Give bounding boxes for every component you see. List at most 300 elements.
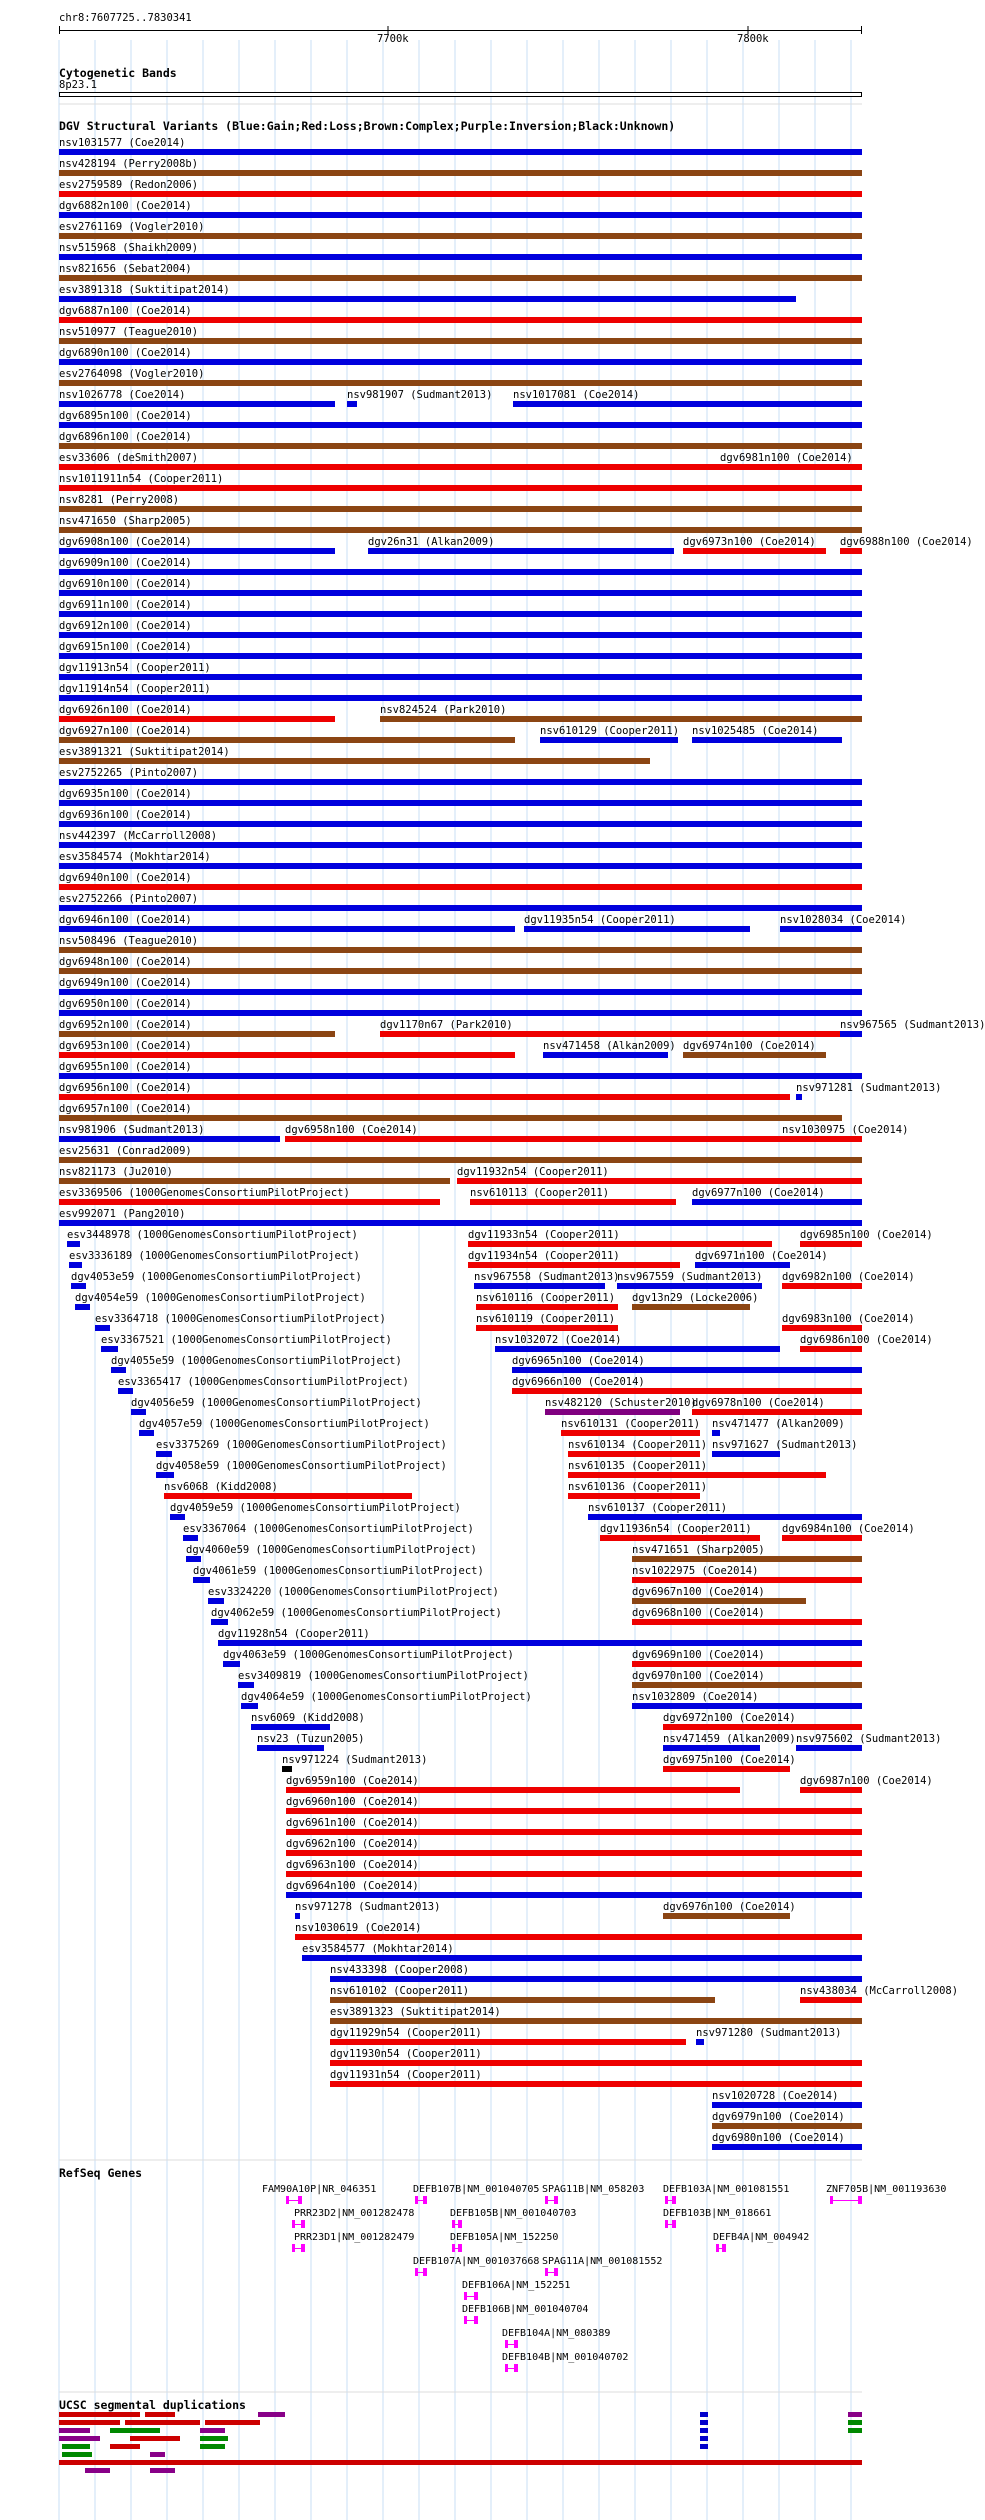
dgv-feature-label: esv2752266 (Pinto2007) bbox=[59, 893, 199, 905]
dgv-feature-bar[interactable] bbox=[561, 1430, 700, 1436]
dgv-feature-bar[interactable] bbox=[712, 1451, 780, 1457]
segdup-feature-bar[interactable] bbox=[62, 2444, 90, 2449]
segdup-feature-bar[interactable] bbox=[205, 2420, 260, 2425]
dgv-feature-bar[interactable] bbox=[692, 1409, 862, 1415]
dgv-feature-label: nsv967565 (Sudmant2013) bbox=[840, 1019, 985, 1031]
dgv-feature-bar[interactable] bbox=[59, 1136, 280, 1142]
dgv-feature-bar[interactable] bbox=[712, 2123, 862, 2129]
dgv-feature-bar[interactable] bbox=[800, 1346, 862, 1352]
dgv-feature-bar[interactable] bbox=[59, 653, 862, 659]
dgv-feature-bar[interactable] bbox=[59, 422, 862, 428]
dgv-feature-bar[interactable] bbox=[712, 2102, 862, 2108]
dgv-feature-bar[interactable] bbox=[512, 1388, 862, 1394]
dgv-feature-bar[interactable] bbox=[59, 1178, 450, 1184]
dgv-feature-bar[interactable] bbox=[59, 779, 862, 785]
dgv-feature-bar[interactable] bbox=[457, 1178, 862, 1184]
dgv-feature-bar[interactable] bbox=[476, 1304, 618, 1310]
dgv-feature-bar[interactable] bbox=[782, 1283, 862, 1289]
dgv-feature-label: dgv6987n100 (Coe2014) bbox=[800, 1775, 933, 1787]
refseq-gene-exon[interactable] bbox=[415, 2268, 418, 2276]
dgv-feature-bar[interactable] bbox=[468, 1262, 680, 1268]
dgv-feature-bar[interactable] bbox=[617, 1283, 762, 1289]
dgv-feature-bar[interactable] bbox=[75, 1304, 90, 1310]
refseq-gene-label: DEFB107B|NM_001040705 bbox=[413, 2184, 540, 2195]
cytoband-label: 8p23.1 bbox=[59, 79, 97, 91]
dgv-feature-bar[interactable] bbox=[568, 1493, 700, 1499]
dgv-feature-bar[interactable] bbox=[330, 2081, 862, 2087]
dgv-feature-label: nsv1025485 (Coe2014) bbox=[692, 725, 819, 737]
dgv-feature-label: dgv11929n54 (Cooper2011) bbox=[330, 2027, 482, 2039]
dgv-feature-bar[interactable] bbox=[692, 737, 842, 743]
dgv-feature-bar[interactable] bbox=[59, 800, 862, 806]
refseq-gene-label: DEFB104A|NM_080389 bbox=[502, 2328, 611, 2339]
refseq-gene-exon[interactable] bbox=[474, 2292, 478, 2300]
dgv-feature-label: dgv11934n54 (Cooper2011) bbox=[468, 1250, 620, 1262]
dgv-feature-label: dgv11933n54 (Cooper2011) bbox=[468, 1229, 620, 1241]
dgv-feature-label: dgv6912n100 (Coe2014) bbox=[59, 620, 192, 632]
dgv-feature-bar[interactable] bbox=[720, 464, 852, 470]
dgv-feature-bar[interactable] bbox=[782, 1535, 862, 1541]
dgv-feature-bar[interactable] bbox=[59, 1199, 440, 1205]
segdup-track-title[interactable]: UCSC segmental duplications bbox=[59, 2398, 246, 2412]
dgv-feature-label: dgv11913n54 (Cooper2011) bbox=[59, 662, 211, 674]
refseq-gene-exon[interactable] bbox=[672, 2220, 676, 2228]
dgv-feature-bar[interactable] bbox=[59, 758, 650, 764]
dgv-feature-bar[interactable] bbox=[67, 1241, 80, 1247]
refseq-gene-exon[interactable] bbox=[514, 2340, 518, 2348]
dgv-feature-bar[interactable] bbox=[286, 1808, 862, 1814]
refseq-gene-exon[interactable] bbox=[665, 2220, 668, 2228]
dgv-feature-bar[interactable] bbox=[59, 380, 862, 386]
dgv-feature-bar[interactable] bbox=[470, 1199, 676, 1205]
dgv-feature-label: dgv4060e59 (1000GenomesConsortiumPilotProject) bbox=[186, 1544, 477, 1556]
dgv-feature-bar[interactable] bbox=[540, 737, 678, 743]
dgv-feature-label: dgv6972n100 (Coe2014) bbox=[663, 1712, 796, 1724]
dgv-feature-bar[interactable] bbox=[524, 926, 750, 932]
dgv-feature-label: esv3409819 (1000GenomesConsortiumPilotProject) bbox=[238, 1670, 529, 1682]
dgv-feature-label: nsv971627 (Sudmant2013) bbox=[712, 1439, 858, 1451]
segdup-feature-bar[interactable] bbox=[145, 2412, 175, 2417]
dgv-feature-bar[interactable] bbox=[380, 1031, 862, 1037]
refseq-gene-exon[interactable] bbox=[464, 2316, 467, 2324]
segdup-feature-bar[interactable] bbox=[848, 2412, 862, 2417]
dgv-feature-bar[interactable] bbox=[241, 1703, 258, 1709]
dgv-feature-bar[interactable] bbox=[330, 1976, 862, 1982]
dgv-feature-bar[interactable] bbox=[59, 485, 862, 491]
dgv-feature-bar[interactable] bbox=[59, 548, 335, 554]
dgv-feature-bar[interactable] bbox=[302, 1955, 862, 1961]
dgv-feature-bar[interactable] bbox=[59, 1157, 862, 1163]
dgv-feature-bar[interactable] bbox=[600, 1535, 760, 1541]
dgv-track-title[interactable]: DGV Structural Variants (Blue:Gain;Red:Loss;Brown:Complex;Purple:Inversion;Black:Unknown) bbox=[59, 119, 676, 133]
segdup-feature-bar[interactable] bbox=[848, 2428, 862, 2433]
dgv-feature-label: nsv971280 (Sudmant2013) bbox=[696, 2027, 842, 2039]
refseq-gene-exon[interactable] bbox=[301, 2244, 305, 2252]
dgv-feature-label: nsv821173 (Ju2010) bbox=[59, 1166, 173, 1178]
dgv-feature-label: dgv4063e59 (1000GenomesConsortiumPilotProject) bbox=[223, 1649, 514, 1661]
refseq-gene-exon[interactable] bbox=[286, 2196, 289, 2204]
dgv-feature-bar[interactable] bbox=[59, 968, 862, 974]
cytoband-track-title[interactable]: Cytogenetic Bands bbox=[59, 66, 177, 80]
dgv-feature-label: esv2752265 (Pinto2007) bbox=[59, 767, 199, 779]
dgv-feature-bar[interactable] bbox=[513, 401, 862, 407]
refseq-gene-label: FAM90A10P|NR_046351 bbox=[262, 2184, 377, 2195]
dgv-feature-bar[interactable] bbox=[101, 1346, 118, 1352]
refseq-gene-label: DEFB106B|NM_001040704 bbox=[462, 2304, 589, 2315]
dgv-feature-bar[interactable] bbox=[800, 1787, 862, 1793]
refseq-gene-exon[interactable] bbox=[672, 2196, 676, 2204]
refseq-gene-exon[interactable] bbox=[452, 2220, 455, 2228]
dgv-feature-label: dgv4054e59 (1000GenomesConsortiumPilotProject) bbox=[75, 1292, 366, 1304]
dgv-feature-bar[interactable] bbox=[59, 338, 862, 344]
dgv-feature-label: dgv6976n100 (Coe2014) bbox=[663, 1901, 796, 1913]
dgv-feature-bar[interactable] bbox=[95, 1325, 110, 1331]
dgv-feature-label: dgv6970n100 (Coe2014) bbox=[632, 1670, 765, 1682]
dgv-feature-bar[interactable] bbox=[695, 1262, 790, 1268]
dgv-feature-bar[interactable] bbox=[238, 1682, 254, 1688]
dgv-feature-bar[interactable] bbox=[632, 1304, 750, 1310]
refseq-gene-exon[interactable] bbox=[423, 2268, 427, 2276]
dgv-feature-bar[interactable] bbox=[295, 1913, 300, 1919]
dgv-feature-bar[interactable] bbox=[59, 905, 862, 911]
refseq-gene-exon[interactable] bbox=[505, 2340, 508, 2348]
dgv-feature-bar[interactable] bbox=[59, 149, 862, 155]
dgv-feature-bar[interactable] bbox=[251, 1724, 330, 1730]
dgv-feature-label: dgv6971n100 (Coe2014) bbox=[695, 1250, 828, 1262]
refseq-gene-label: ZNF705B|NM_001193630 bbox=[826, 2184, 947, 2195]
dgv-feature-bar[interactable] bbox=[632, 1556, 862, 1562]
dgv-feature-bar[interactable] bbox=[59, 506, 862, 512]
refseq-track-title[interactable]: RefSeq Genes bbox=[59, 2166, 143, 2180]
dgv-feature-bar[interactable] bbox=[59, 989, 862, 995]
dgv-feature-label: dgv6986n100 (Coe2014) bbox=[800, 1334, 933, 1346]
refseq-gene-label: PRR23D1|NM_001282479 bbox=[294, 2232, 415, 2243]
dgv-feature-bar[interactable] bbox=[59, 1094, 790, 1100]
dgv-feature-bar[interactable] bbox=[632, 1661, 862, 1667]
refseq-gene-exon[interactable] bbox=[458, 2244, 462, 2252]
dgv-feature-bar[interactable] bbox=[59, 863, 862, 869]
segdup-feature-bar[interactable] bbox=[59, 2412, 140, 2417]
dgv-feature-label: dgv26n31 (Alkan2009) bbox=[368, 536, 495, 548]
dgv-feature-label: dgv6977n100 (Coe2014) bbox=[692, 1187, 825, 1199]
segdup-feature-bar[interactable] bbox=[848, 2420, 862, 2425]
dgv-feature-label: nsv610129 (Cooper2011) bbox=[540, 725, 680, 737]
dgv-feature-bar[interactable] bbox=[663, 1745, 760, 1751]
dgv-feature-bar[interactable] bbox=[796, 1745, 862, 1751]
dgv-feature-bar[interactable] bbox=[663, 1766, 790, 1772]
dgv-feature-bar[interactable] bbox=[632, 1703, 862, 1709]
dgv-feature-bar[interactable] bbox=[796, 1094, 802, 1100]
dgv-feature-bar[interactable] bbox=[696, 2039, 704, 2045]
dgv-feature-label: dgv6961n100 (Coe2014) bbox=[286, 1817, 419, 1829]
dgv-feature-bar[interactable] bbox=[139, 1430, 154, 1436]
dgv-feature-label: dgv6978n100 (Coe2014) bbox=[692, 1397, 825, 1409]
dgv-feature-bar[interactable] bbox=[568, 1451, 700, 1457]
refseq-gene-exon[interactable] bbox=[830, 2196, 833, 2204]
dgv-feature-bar[interactable] bbox=[780, 926, 862, 932]
dgv-feature-bar[interactable] bbox=[59, 1220, 862, 1226]
dgv-feature-label: dgv6895n100 (Coe2014) bbox=[59, 410, 192, 422]
dgv-feature-bar[interactable] bbox=[183, 1535, 198, 1541]
segdup-feature-bar[interactable] bbox=[200, 2444, 225, 2449]
dgv-feature-bar[interactable] bbox=[495, 1346, 780, 1352]
dgv-feature-bar[interactable] bbox=[59, 317, 862, 323]
dgv-feature-bar[interactable] bbox=[59, 443, 862, 449]
dgv-feature-bar[interactable] bbox=[59, 1052, 515, 1058]
dgv-feature-bar[interactable] bbox=[632, 1577, 862, 1583]
dgv-feature-bar[interactable] bbox=[208, 1598, 224, 1604]
segdup-feature-bar[interactable] bbox=[700, 2428, 708, 2433]
segdup-feature-bar[interactable] bbox=[59, 2436, 100, 2441]
dgv-feature-bar[interactable] bbox=[156, 1451, 172, 1457]
dgv-feature-label: dgv6958n100 (Coe2014) bbox=[285, 1124, 418, 1136]
dgv-feature-bar[interactable] bbox=[568, 1472, 826, 1478]
dgv-feature-label: dgv6956n100 (Coe2014) bbox=[59, 1082, 192, 1094]
dgv-feature-bar[interactable] bbox=[800, 1241, 862, 1247]
dgv-feature-bar[interactable] bbox=[59, 1010, 862, 1016]
dgv-feature-bar[interactable] bbox=[164, 1493, 412, 1499]
dgv-feature-bar[interactable] bbox=[59, 1073, 862, 1079]
dgv-feature-label: nsv1030619 (Coe2014) bbox=[295, 1922, 422, 1934]
dgv-feature-label: dgv6936n100 (Coe2014) bbox=[59, 809, 192, 821]
dgv-feature-bar[interactable] bbox=[712, 1430, 720, 1436]
dgv-feature-bar[interactable] bbox=[59, 1115, 842, 1121]
dgv-feature-bar[interactable] bbox=[218, 1640, 862, 1646]
dgv-feature-bar[interactable] bbox=[476, 1325, 618, 1331]
dgv-feature-bar[interactable] bbox=[59, 926, 515, 932]
dgv-feature-bar[interactable] bbox=[286, 1829, 862, 1835]
dgv-feature-bar[interactable] bbox=[632, 1682, 862, 1688]
segdup-feature-bar[interactable] bbox=[110, 2444, 140, 2449]
dgv-feature-bar[interactable] bbox=[588, 1514, 862, 1520]
dgv-feature-label: dgv11928n54 (Cooper2011) bbox=[218, 1628, 370, 1640]
dgv-feature-bar[interactable] bbox=[286, 1892, 862, 1898]
dgv-feature-bar[interactable] bbox=[71, 1283, 86, 1289]
dgv-feature-bar[interactable] bbox=[285, 1136, 862, 1142]
refseq-gene-exon[interactable] bbox=[298, 2196, 302, 2204]
dgv-feature-bar[interactable] bbox=[800, 1997, 862, 2003]
segdup-feature-bar[interactable] bbox=[150, 2452, 165, 2457]
dgv-feature-bar[interactable] bbox=[632, 1598, 806, 1604]
dgv-feature-bar[interactable] bbox=[59, 191, 862, 197]
dgv-feature-bar[interactable] bbox=[286, 1850, 862, 1856]
dgv-feature-bar[interactable] bbox=[282, 1766, 292, 1772]
dgv-feature-label: dgv6927n100 (Coe2014) bbox=[59, 725, 192, 737]
dgv-feature-bar[interactable] bbox=[545, 1409, 680, 1415]
dgv-feature-bar[interactable] bbox=[59, 254, 862, 260]
dgv-feature-bar[interactable] bbox=[543, 1052, 668, 1058]
segdup-feature-bar[interactable] bbox=[110, 2428, 160, 2433]
refseq-gene-exon[interactable] bbox=[458, 2220, 462, 2228]
segdup-feature-bar[interactable] bbox=[62, 2452, 92, 2457]
dgv-feature-bar[interactable] bbox=[474, 1283, 605, 1289]
dgv-feature-label: dgv6955n100 (Coe2014) bbox=[59, 1061, 192, 1073]
dgv-feature-bar[interactable] bbox=[59, 947, 862, 953]
ruler-right-cap bbox=[861, 26, 862, 34]
segdup-feature-bar[interactable] bbox=[130, 2436, 180, 2441]
dgv-feature-label: dgv6935n100 (Coe2014) bbox=[59, 788, 192, 800]
dgv-feature-label: nsv610119 (Cooper2011) bbox=[476, 1313, 616, 1325]
segdup-feature-bar[interactable] bbox=[700, 2412, 708, 2417]
dgv-feature-bar[interactable] bbox=[156, 1472, 174, 1478]
dgv-feature-label: nsv1017081 (Coe2014) bbox=[513, 389, 640, 401]
dgv-feature-label: nsv821656 (Sebat2004) bbox=[59, 263, 192, 275]
dgv-feature-bar[interactable] bbox=[380, 716, 862, 722]
ruler-left-cap bbox=[59, 26, 60, 34]
refseq-gene-exon[interactable] bbox=[415, 2196, 418, 2204]
dgv-feature-label: dgv6979n100 (Coe2014) bbox=[712, 2111, 845, 2123]
dgv-feature-label: esv3584577 (Mokhtar2014) bbox=[302, 1943, 454, 1955]
segdup-feature-bar[interactable] bbox=[700, 2420, 708, 2425]
refseq-gene-exon[interactable] bbox=[858, 2196, 862, 2204]
dgv-feature-bar[interactable] bbox=[59, 737, 515, 743]
dgv-feature-label: nsv482120 (Schuster2010) bbox=[545, 1397, 697, 1409]
dgv-feature-bar[interactable] bbox=[211, 1619, 228, 1625]
dgv-feature-label: nsv1031577 (Coe2014) bbox=[59, 137, 186, 149]
dgv-feature-label: dgv6980n100 (Coe2014) bbox=[712, 2132, 845, 2144]
dgv-feature-label: dgv4058e59 (1000GenomesConsortiumPilotProject) bbox=[156, 1460, 447, 1472]
dgv-feature-bar[interactable] bbox=[59, 275, 862, 281]
dgv-feature-bar[interactable] bbox=[468, 1241, 772, 1247]
segdup-feature-bar[interactable] bbox=[59, 2420, 120, 2425]
segdup-feature-bar[interactable] bbox=[258, 2412, 285, 2417]
refseq-gene-exon[interactable] bbox=[665, 2196, 668, 2204]
dgv-feature-bar[interactable] bbox=[59, 674, 862, 680]
dgv-feature-bar[interactable] bbox=[59, 590, 862, 596]
dgv-feature-label: dgv6910n100 (Coe2014) bbox=[59, 578, 192, 590]
refseq-gene-exon[interactable] bbox=[474, 2316, 478, 2324]
dgv-feature-bar[interactable] bbox=[347, 401, 357, 407]
refseq-gene-exon[interactable] bbox=[423, 2196, 427, 2204]
refseq-gene-exon[interactable] bbox=[464, 2292, 467, 2300]
segdup-feature-bar[interactable] bbox=[59, 2460, 862, 2465]
refseq-gene-exon[interactable] bbox=[545, 2196, 548, 2204]
cytoband-bar[interactable] bbox=[59, 92, 862, 97]
refseq-gene-exon[interactable] bbox=[722, 2244, 726, 2252]
dgv-feature-bar[interactable] bbox=[295, 1934, 862, 1940]
dgv-feature-bar[interactable] bbox=[186, 1556, 201, 1562]
dgv-feature-bar[interactable] bbox=[223, 1661, 240, 1667]
dgv-feature-label: dgv6962n100 (Coe2014) bbox=[286, 1838, 419, 1850]
dgv-feature-bar[interactable] bbox=[330, 1997, 715, 2003]
dgv-feature-label: nsv1022975 (Coe2014) bbox=[632, 1565, 759, 1577]
refseq-gene-exon[interactable] bbox=[716, 2244, 719, 2252]
dgv-feature-bar[interactable] bbox=[782, 1136, 862, 1142]
dgv-feature-bar[interactable] bbox=[69, 1262, 82, 1268]
dgv-feature-bar[interactable] bbox=[59, 632, 862, 638]
dgv-feature-bar[interactable] bbox=[782, 1325, 862, 1331]
dgv-feature-bar[interactable] bbox=[193, 1577, 210, 1583]
dgv-feature-bar[interactable] bbox=[131, 1409, 146, 1415]
dgv-feature-label: nsv610102 (Cooper2011) bbox=[330, 1985, 470, 1997]
refseq-gene-label: DEFB107A|NM_001037668 bbox=[413, 2256, 540, 2267]
refseq-gene-label: DEFB103B|NM_018661 bbox=[663, 2208, 772, 2219]
dgv-feature-label: esv3364718 (1000GenomesConsortiumPilotProject) bbox=[95, 1313, 386, 1325]
dgv-feature-bar[interactable] bbox=[111, 1367, 126, 1373]
dgv-feature-label: nsv1028034 (Coe2014) bbox=[780, 914, 907, 926]
segdup-feature-bar[interactable] bbox=[59, 2428, 90, 2433]
segdup-feature-bar[interactable] bbox=[150, 2468, 175, 2473]
dgv-feature-bar[interactable] bbox=[840, 1031, 862, 1037]
dgv-feature-bar[interactable] bbox=[59, 821, 862, 827]
segdup-feature-bar[interactable] bbox=[125, 2420, 200, 2425]
dgv-feature-bar[interactable] bbox=[59, 212, 862, 218]
dgv-feature-bar[interactable] bbox=[59, 170, 862, 176]
dgv-feature-bar[interactable] bbox=[840, 548, 862, 554]
refseq-gene-exon[interactable] bbox=[452, 2244, 455, 2252]
dgv-feature-bar[interactable] bbox=[59, 1031, 335, 1037]
refseq-gene-exon[interactable] bbox=[292, 2244, 295, 2252]
refseq-gene-exon[interactable] bbox=[514, 2364, 518, 2372]
dgv-feature-bar[interactable] bbox=[683, 1052, 826, 1058]
dgv-feature-label: dgv6975n100 (Coe2014) bbox=[663, 1754, 796, 1766]
segdup-feature-bar[interactable] bbox=[200, 2436, 228, 2441]
dgv-feature-bar[interactable] bbox=[330, 2039, 686, 2045]
dgv-feature-label: nsv1032072 (Coe2014) bbox=[495, 1334, 622, 1346]
dgv-feature-label: dgv6926n100 (Coe2014) bbox=[59, 704, 192, 716]
dgv-feature-bar[interactable] bbox=[59, 842, 862, 848]
refseq-gene-exon[interactable] bbox=[554, 2196, 558, 2204]
dgv-feature-bar[interactable] bbox=[683, 548, 826, 554]
dgv-feature-bar[interactable] bbox=[330, 2018, 862, 2024]
dgv-feature-bar[interactable] bbox=[170, 1514, 185, 1520]
dgv-feature-label: nsv971278 (Sudmant2013) bbox=[295, 1901, 441, 1913]
dgv-feature-label: dgv6908n100 (Coe2014) bbox=[59, 536, 192, 548]
dgv-feature-bar[interactable] bbox=[59, 611, 862, 617]
dgv-feature-label: dgv11930n54 (Cooper2011) bbox=[330, 2048, 482, 2060]
dgv-feature-bar[interactable] bbox=[59, 233, 862, 239]
dgv-feature-bar[interactable] bbox=[368, 548, 674, 554]
segdup-feature-bar[interactable] bbox=[700, 2436, 708, 2441]
dgv-feature-label: esv2759589 (Redon2006) bbox=[59, 179, 199, 191]
refseq-gene-exon[interactable] bbox=[505, 2364, 508, 2372]
dgv-feature-bar[interactable] bbox=[512, 1367, 862, 1373]
segdup-feature-bar[interactable] bbox=[700, 2444, 708, 2449]
dgv-feature-bar[interactable] bbox=[663, 1913, 790, 1919]
dgv-feature-bar[interactable] bbox=[59, 569, 862, 575]
dgv-feature-label: nsv610131 (Cooper2011) bbox=[561, 1418, 701, 1430]
dgv-feature-bar[interactable] bbox=[59, 695, 862, 701]
segdup-feature-bar[interactable] bbox=[85, 2468, 110, 2473]
refseq-gene-exon[interactable] bbox=[545, 2268, 548, 2276]
dgv-feature-bar[interactable] bbox=[632, 1619, 862, 1625]
dgv-feature-bar[interactable] bbox=[257, 1745, 324, 1751]
dgv-feature-bar[interactable] bbox=[59, 716, 335, 722]
dgv-feature-bar[interactable] bbox=[59, 527, 862, 533]
dgv-feature-bar[interactable] bbox=[118, 1388, 133, 1394]
segdup-feature-bar[interactable] bbox=[200, 2428, 225, 2433]
dgv-feature-bar[interactable] bbox=[59, 401, 335, 407]
refseq-gene-exon[interactable] bbox=[292, 2220, 295, 2228]
dgv-feature-bar[interactable] bbox=[286, 1787, 740, 1793]
dgv-feature-bar[interactable] bbox=[59, 359, 862, 365]
dgv-feature-bar[interactable] bbox=[330, 2060, 862, 2066]
dgv-feature-label: nsv824524 (Park2010) bbox=[380, 704, 507, 716]
dgv-feature-bar[interactable] bbox=[712, 2144, 862, 2150]
dgv-feature-label: dgv6968n100 (Coe2014) bbox=[632, 1607, 765, 1619]
dgv-feature-label: nsv8281 (Perry2008) bbox=[59, 494, 180, 506]
dgv-feature-bar[interactable] bbox=[59, 884, 862, 890]
dgv-feature-bar[interactable] bbox=[692, 1199, 862, 1205]
dgv-feature-bar[interactable] bbox=[59, 296, 796, 302]
dgv-feature-bar[interactable] bbox=[286, 1871, 862, 1877]
refseq-gene-exon[interactable] bbox=[301, 2220, 305, 2228]
dgv-feature-bar[interactable] bbox=[663, 1724, 862, 1730]
refseq-gene-exon[interactable] bbox=[554, 2268, 558, 2276]
dgv-feature-label: nsv971224 (Sudmant2013) bbox=[282, 1754, 428, 1766]
dgv-feature-label: dgv6909n100 (Coe2014) bbox=[59, 557, 192, 569]
dgv-feature-label: nsv471650 (Sharp2005) bbox=[59, 515, 192, 527]
